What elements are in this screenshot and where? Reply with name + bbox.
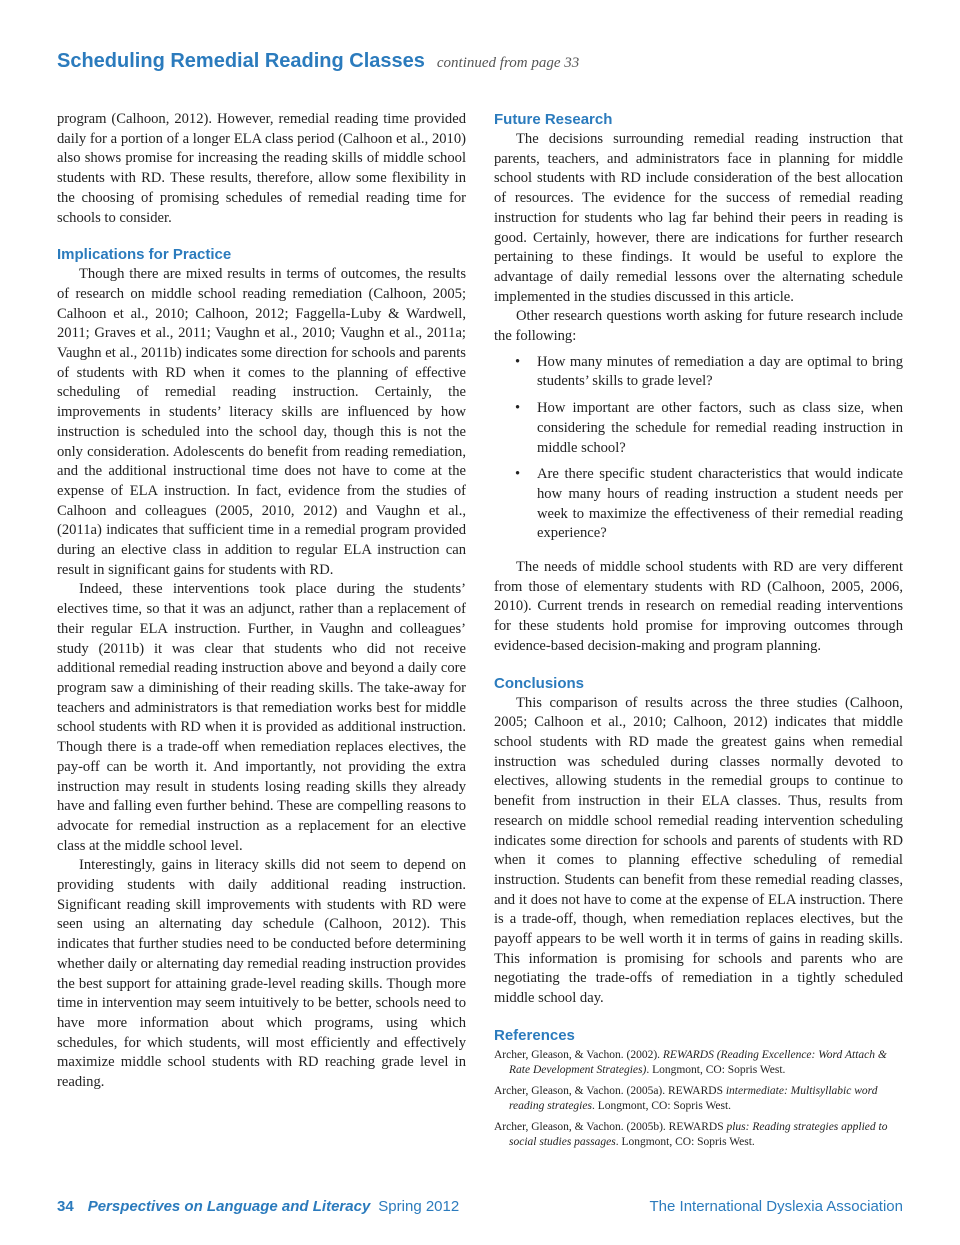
reference-entry: Archer, Gleason, & Vachon. (2005a). REWARDS intermediate: Multisyllabic word reading strategies. Longmont, CO: Sopris West. [494, 1084, 878, 1112]
bullet-icon: • [515, 400, 521, 417]
paragraph: Interestingly, gains in literacy skills did not seem to depend on providing students with daily additional reading instruction. Significant reading skill improvements with students with RD were seen using an alternating day schedule (Calhoon, 2012). This indicates that further studies need to be conducted before determining whether daily or alternating day remedial reading instruction provides the best support for attaining grade-level reading skills. Though more time in intervention may seem intuitively to be better, schools need to have more information about which programs, using which schedules, for which students, will most efficiently and effectively maximize middle school students with RD reaching grade level in reading. [57, 857, 466, 1091]
heading-conclusions: Conclusions [494, 674, 585, 692]
issue-season: Spring 2012 [378, 1198, 460, 1215]
page-number: 34 [57, 1198, 74, 1215]
journal-name: Perspectives on Language and Literacy [87, 1198, 371, 1215]
page-header [57, 50, 579, 73]
heading-future-research: Future Research [494, 111, 613, 128]
bullet-icon: • [515, 353, 521, 370]
reference-entry: Archer, Gleason, & Vachon. (2002). REWARDS (Reading Excellence: Word Attach & Rate Development Strategies). Longmont, CO: Sopris West. [494, 1048, 887, 1076]
organization-name: The International Dyslexia Association [649, 1198, 903, 1215]
list-item-text: Are there specific student characteristics that would indicate how many hours of reading instruction a student needs per week to maximize the effectiveness of their remedial reading experience? [537, 466, 903, 542]
paragraph: Though there are mixed results in terms of outcomes, the results of research on middle school reading remediation (Calhoon, 2005; Calhoon et al., 2010; Calhoon, 2012; Faggella-Luby & Wardwell, 2011; Graves et al., 2011; Vaughn et al., 2010; Vaughn et al., 2011a; Vaughn et al., 2011b) indicates some direction for schools and parents of students with RD when it comes to the planning of effective scheduling of remedial reading instruction. Certainly, the improvements in students’ literacy skills are influenced by how instruction is scheduled into the school day, though this is not the only consideration. Adolescents do benefit from reading remediation, and the additional instructional time does not have to come at the expense of ELA instruction. In fact, evidence from the studies of Calhoon and colleagues (2005, 2010, 2012) and Vaughn et al., (2011a) indicates that sufficient time in a remedial program provided during an elective class in addition to regular ELA instruction can result in significant gains for students with RD. [57, 266, 466, 578]
page-footer [57, 1198, 903, 1215]
list-item-text: How important are other factors, such as class size, when considering the schedule for remedial reading instruction in middle school? [537, 400, 903, 456]
paragraph: The decisions surrounding remedial reading instruction that parents, teachers, and administrators face in planning for middle school students with RD include consideration of the best allocation of resources. The evidence for the success of remedial reading instruction for students who lag far behind their peers in reading is good. Certainly, however, there are indications for further research pertaining to these findings. It would be useful to explore the advantage of daily remedial lessons over the alternating schedule implemented in the studies discussed in this article. [494, 131, 903, 305]
list-item [494, 465, 903, 544]
paragraph: This comparison of results across the three studies (Calhoon, 2005; Calhoon et al., 2010; Calhoon, 2012) indicates that middle school students with RD made the greatest gains when remedial instruction was scheduled during classes normally devoted to electives, allowing students in the remedial groups to continue to benefit from instruction in their ELA classes. Thus, results from research on middle school remedial reading intervention scheduling indicates some direction for schools and parents of students with RD when it comes to planning effective scheduling of remedial instruction. Students can benefit from these remedial reading classes, and it does not have to come at the expense of ELA instruction. There is a trade-off, though, when remediation replaces electives, but the payoff appears to be well worth it in terms of gains in reading skills. This information is promising for schools and parents who are negotiating the trade-offs of remediation in a tightly scheduled middle school day. [494, 694, 903, 1007]
paragraph: The needs of middle school students with RD are very different from those of elementary students with RD (Calhoon, 2005, 2006, 2010). Current trends in research on remedial reading interventions for these students hold promise for improving outcomes through evidence-based decision-making and program planning. [494, 559, 903, 654]
continued-note: continued from page 33 [436, 55, 580, 71]
paragraph: program (Calhoon, 2012). However, remedial reading time provided daily for a portion of a longer ELA class period (Calhoon et al., 2010) also shows promise for increasing the reading skills of middle school students with RD. These results, therefore, allow some flexibility in the choosing of promising schedules of remedial reading time for schools to consider. [57, 111, 466, 226]
list-item [494, 353, 903, 392]
paragraph: Other research questions worth asking for future research include the following: [494, 308, 903, 345]
right-column [494, 110, 903, 1156]
bullet-icon: • [515, 466, 521, 483]
heading-implications: Implications for Practice [57, 246, 232, 264]
heading-references: References [494, 1026, 575, 1044]
research-questions-list [494, 353, 903, 544]
list-item-text: How many minutes of remediation a day are optimal to bring students’ skills to grade level? [537, 353, 903, 390]
paragraph: Indeed, these interventions took place during the students’ electives time, so that it was an adjunct, rather than a replacement of their regular ELA instruction. Further, in Vaughn and colleagues’ study (2011b) it was clear that students who did not receive additional remedial reading instruction above and beyond a daily core program saw a diminishing of their reading skills. The take-away for teachers and administrators is that remediation works best for middle school students with RD when it is provided as additional instruction. Though there is a trade-off when remediation replaces electives, the pay-off can be worth it. And importantly, not providing the extra instruction may result in students losing reading skills they already have and falling even further behind. These are compelling reasons to advocate for remedial instruction as a replacement for an elective class at the middle school level. [57, 581, 466, 854]
left-column [57, 110, 466, 1093]
list-item [494, 399, 903, 458]
reference-entry: Archer, Gleason, & Vachon. (2005b). REWARDS plus: Reading strategies applied to social studies passages. Longmont, CO: Sopris West. [494, 1120, 888, 1148]
references-list [494, 1048, 903, 1150]
article-title: Scheduling Remedial Reading Classes [57, 50, 425, 72]
